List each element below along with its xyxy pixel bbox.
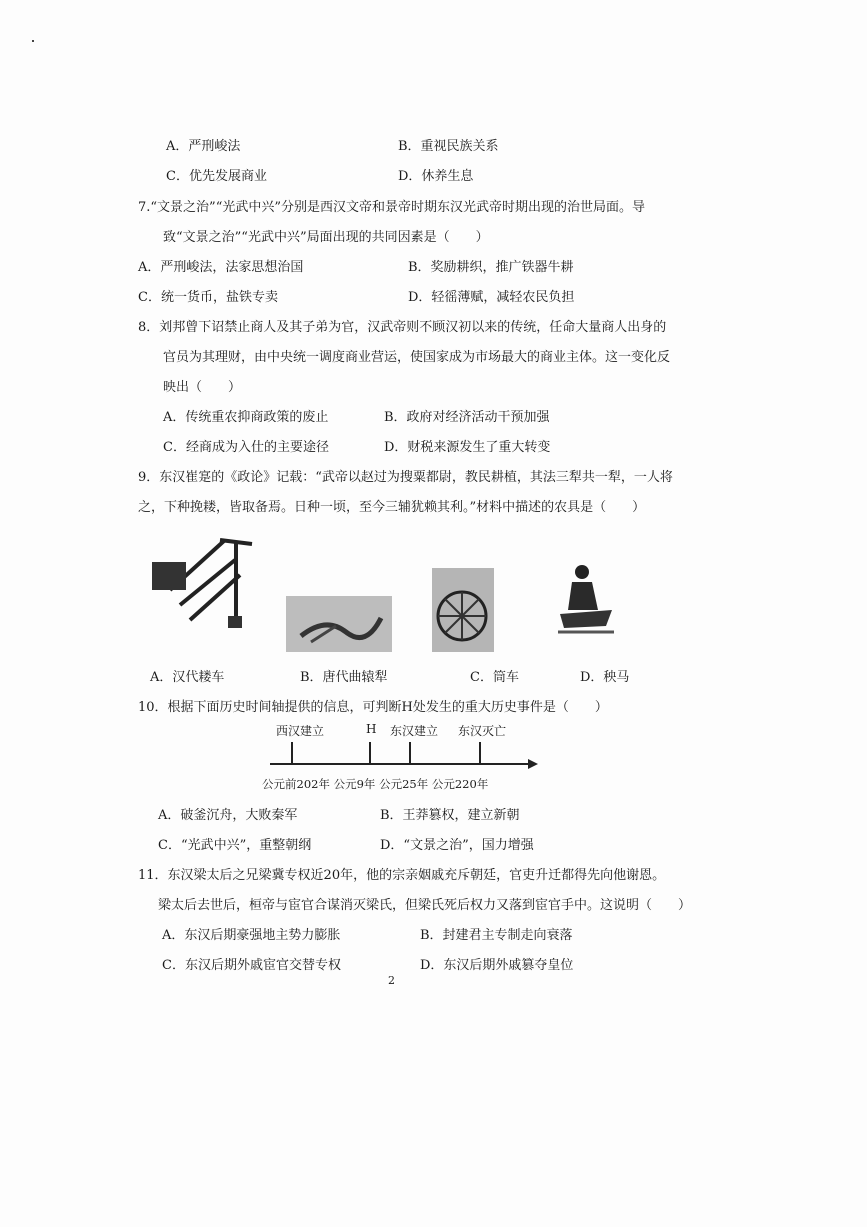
timeline-label-donghan-jianli: 东汉建立 — [390, 724, 439, 738]
timeline-label-xihan: 西汉建立 — [276, 724, 325, 738]
q10-stem: 10．根据下面历史时间轴提供的信息，可判断H处发生的重大历史事件是（ ） — [138, 700, 608, 715]
q9-option-c[interactable]: C．筒车 — [470, 670, 519, 685]
louche-image[interactable] — [140, 530, 260, 632]
q11-stem-line1: 11．东汉梁太后之兄梁冀专权近20年，他的宗亲姻戚充斥朝廷，官吏升迁都得先向他谢恩。 — [138, 868, 666, 883]
q11-stem-line2: 梁太后去世后，桓帝与宦官合谋消灭梁氏，但梁氏死后权力又落到宦官手中。这说明（ ） — [158, 898, 692, 913]
q6-option-b[interactable]: B．重视民族关系 — [398, 139, 499, 154]
q9-stem-line2: 之，下种挽耧，皆取备焉。日种一顷，至今三辅犹赖其利。”材料中描述的农具是（ ） — [138, 500, 646, 515]
q8-stem-line3: 映出（ ） — [163, 380, 242, 395]
q8-option-a[interactable]: A．传统重农抑商政策的废止 — [163, 410, 329, 425]
q11-option-d[interactable]: D．东汉后期外戚篡夺皇位 — [420, 958, 574, 973]
q7-option-a[interactable]: A．严刑峻法，法家思想治国 — [138, 260, 304, 275]
timeline-label-donghan-miewang: 东汉灭亡 — [458, 724, 507, 738]
q8-stem-line1: 8．刘邦曾下诏禁止商人及其子弟为官，汉武帝则不顾汉初以来的传统，任命大量商人出身的 — [138, 320, 667, 335]
q7-stem-line1: 7.“文景之治”“光武中兴”分别是西汉文帝和景帝时期东汉光武帝时期出现的治世局面。导 — [138, 200, 645, 215]
q10-option-c[interactable]: C．“光武中兴”，重整朝纲 — [158, 838, 312, 853]
q9-option-b[interactable]: B．唐代曲辕犁 — [300, 670, 388, 685]
q11-option-c[interactable]: C．东汉后期外戚宦官交替专权 — [162, 958, 341, 973]
q9-option-a[interactable]: A．汉代耧车 — [150, 670, 225, 685]
q7-stem-line2: 致“文景之治”“光武中兴”局面出现的共同因素是（ ） — [163, 230, 489, 245]
q8-option-c[interactable]: C．经商成为入仕的主要途径 — [163, 440, 329, 455]
q8-stem-line2: 官员为其理财，由中央统一调度商业营运，使国家成为市场最大的商业主体。这一变化反 — [163, 350, 671, 365]
q6-option-d[interactable]: D．休养生息 — [398, 169, 474, 184]
q8-option-d[interactable]: D．财税来源发生了重大转变 — [384, 440, 551, 455]
q10-option-a[interactable]: A．破釜沉舟，大败秦军 — [158, 808, 298, 823]
history-timeline — [262, 720, 540, 800]
q11-option-a[interactable]: A．东汉后期豪强地主势力膨胀 — [162, 928, 341, 943]
q8-option-b[interactable]: B．政府对经济活动干预加强 — [384, 410, 550, 425]
q7-option-b[interactable]: B．奖励耕织，推广铁器牛耕 — [408, 260, 574, 275]
quyuanli-image[interactable] — [286, 596, 392, 652]
q6-option-c[interactable]: C．优先发展商业 — [166, 169, 267, 184]
q9-option-d[interactable]: D．秧马 — [580, 670, 630, 685]
page-number: 2 — [388, 974, 395, 987]
tongche-image[interactable] — [432, 568, 494, 652]
q11-option-b[interactable]: B．封建君主专制走向衰落 — [420, 928, 573, 943]
q10-option-d[interactable]: D．“文景之治”，国力增强 — [380, 838, 534, 853]
scan-speck — [32, 40, 34, 42]
timeline-label-h: H — [366, 722, 377, 736]
q7-option-d[interactable]: D．轻徭薄赋，减轻农民负担 — [408, 290, 575, 305]
q10-option-b[interactable]: B．王莽篡权，建立新朝 — [380, 808, 520, 823]
q6-option-a[interactable]: A．严刑峻法 — [166, 139, 241, 154]
q9-stem-line1: 9．东汉崔寔的《政论》记载：“武帝以赵过为搜粟都尉，教民耕植，其法三犁共一犁，一人将 — [138, 470, 673, 485]
yangma-image[interactable] — [558, 560, 614, 636]
timeline-dates: 公元前202年 公元9年 公元25年 公元220年 — [262, 777, 489, 791]
timeline-axis — [270, 738, 540, 770]
q7-option-c[interactable]: C．统一货币，盐铁专卖 — [138, 290, 278, 305]
